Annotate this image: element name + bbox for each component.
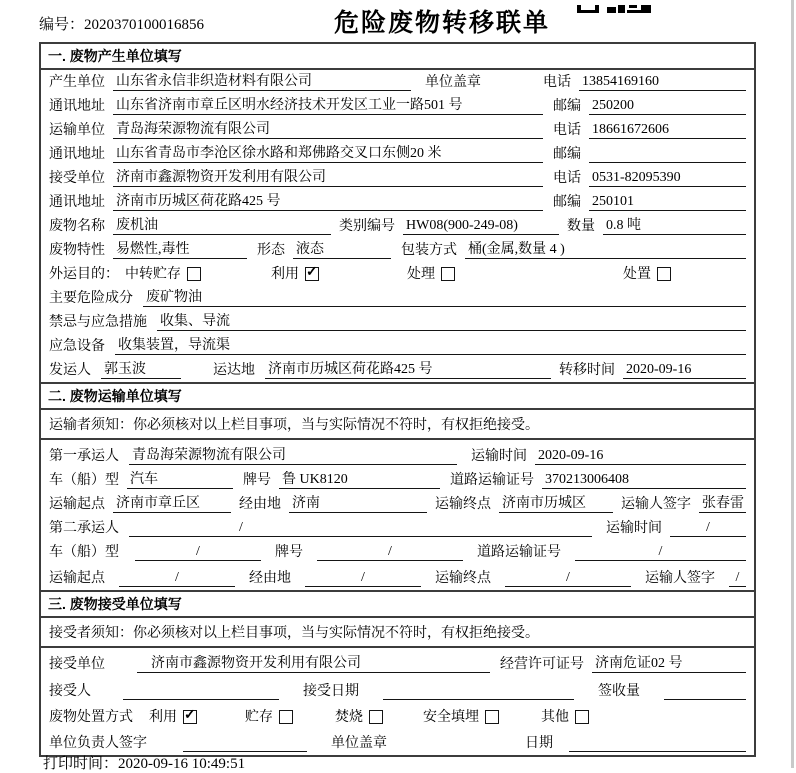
transporter-address-label: 通讯地址 xyxy=(49,147,105,162)
row-route2 xyxy=(41,564,754,590)
waste-name-value: 废机油 xyxy=(113,217,331,235)
receiver-address-value: 济南市历城区荷花路425 号 xyxy=(113,193,543,211)
receiver-zip-label: 邮编 xyxy=(553,195,581,210)
disposal-label: 废物处置方式 xyxy=(49,710,133,725)
shipper-dest-label: 运达地 xyxy=(213,363,255,378)
route1-start-label: 运输起点 xyxy=(49,497,105,512)
disposal-burn-checkbox xyxy=(369,710,383,724)
disposal-opt-landfill-label: 安全填埋 xyxy=(423,710,479,725)
seal-label: 单位盖章 xyxy=(425,75,481,90)
carrier2-time-value: / xyxy=(670,519,746,537)
carrier1-value: 青岛海荣源物流有限公司 xyxy=(129,447,457,465)
waste-packing-value: 桶(金属,数量 4 ) xyxy=(465,241,746,259)
doc-number-value: 2020370100016856 xyxy=(84,17,205,33)
producer-zip-label: 邮编 xyxy=(553,99,581,114)
equipment-label: 应急设备 xyxy=(49,339,105,354)
carrier2-value: / xyxy=(129,519,592,537)
disposal-opt-burn-label: 焚烧 xyxy=(335,710,363,725)
waste-props-value: 易燃性,毒性 xyxy=(113,241,247,259)
row-transporter-address xyxy=(41,142,754,166)
disposal-opt-other-label: 其他 xyxy=(541,710,569,725)
row-recipient xyxy=(41,676,754,703)
row-carrier1 xyxy=(41,440,754,468)
page-title: 危险废物转移联单 xyxy=(334,9,551,37)
unit-seal-label: 单位盖章 xyxy=(331,736,387,751)
receiver-phone-label: 电话 xyxy=(553,171,581,186)
transporter-value: 青岛海荣源物流有限公司 xyxy=(113,121,543,139)
purpose-opt-storage-label: 中转贮存 xyxy=(125,267,181,282)
vehicle1-permit-label: 道路运输证号 xyxy=(450,473,534,488)
section2-title: 二. 废物运输单位填写 xyxy=(41,382,754,410)
shipper-label: 发运人 xyxy=(49,363,91,378)
waste-form-label: 形态 xyxy=(257,243,285,258)
precautions-label: 禁忌与应急措施 xyxy=(49,315,147,330)
route1-end-value: 济南市历城区 xyxy=(499,495,613,513)
section3-title: 三. 废物接受单位填写 xyxy=(41,590,754,618)
equipment-value: 收集装置，导流渠 xyxy=(115,337,746,355)
row-waste-props xyxy=(41,238,754,262)
purpose-label: 外运目的： xyxy=(49,267,119,282)
row-receiver-address xyxy=(41,190,754,214)
shipper-value: 郭玉波 xyxy=(101,361,181,379)
sign-date-label: 日期 xyxy=(525,736,553,751)
print-time xyxy=(43,752,245,773)
sign-date-value xyxy=(569,751,746,752)
vehicle2-permit-label: 道路运输证号 xyxy=(477,545,561,560)
waste-packing-label: 包装方式 xyxy=(401,243,457,258)
transfer-form xyxy=(39,42,756,757)
row-vehicle1 xyxy=(41,468,754,492)
transporter-phone-value: 18661672606 xyxy=(589,121,746,139)
hazard-label: 主要危险成分 xyxy=(49,291,133,306)
purpose-use-checkbox xyxy=(305,267,319,281)
doc-number xyxy=(39,13,204,34)
vehicle2-label: 车（船）型 xyxy=(49,545,119,560)
waste-qty-value: 0.8 吨 xyxy=(603,217,746,235)
route2-sign-label: 运输人签字 xyxy=(645,571,715,586)
carrier1-label: 第一承运人 xyxy=(49,449,119,464)
carrier2-time-label: 运输时间 xyxy=(606,521,662,536)
accept-unit-value: 济南市鑫源物资开发利用有限公司 xyxy=(137,655,490,673)
transporter-zip-label: 邮编 xyxy=(553,147,581,162)
carrier1-time-value: 2020-09-16 xyxy=(535,447,746,465)
vehicle2-permit-value: / xyxy=(575,543,746,561)
disposal-opt-use-label: 利用 xyxy=(149,710,177,725)
producer-address-value: 山东省济南市章丘区明水经济技术开发区工业一路501 号 xyxy=(113,97,543,115)
recipient-value xyxy=(123,699,279,700)
row-precautions xyxy=(41,310,754,334)
producer-label: 产生单位 xyxy=(49,75,105,90)
disposal-opt-store-label: 贮存 xyxy=(245,710,273,725)
disposal-store-checkbox xyxy=(279,710,293,724)
producer-phone-value: 13854169160 xyxy=(579,73,746,91)
row-vehicle2 xyxy=(41,540,754,564)
accept-date-value xyxy=(383,699,574,700)
vehicle1-plate-value: 鲁 UK8120 xyxy=(279,471,440,489)
row-equipment xyxy=(41,334,754,358)
waste-code-label: 类别编号 xyxy=(339,219,395,234)
precautions-value: 收集、导流 xyxy=(157,313,746,331)
receiver-phone-value: 0531-82095390 xyxy=(589,169,746,187)
route2-via-value: / xyxy=(305,569,421,587)
transporter-label: 运输单位 xyxy=(49,123,105,138)
vehicle1-label: 车（船）型 xyxy=(49,473,119,488)
shipper-dest-value: 济南市历城区荷花路425 号 xyxy=(265,361,551,379)
route2-sign-value: / xyxy=(729,569,746,587)
route2-start-value: / xyxy=(119,569,235,587)
vehicle2-plate-value: / xyxy=(317,543,463,561)
route2-via-label: 经由地 xyxy=(249,571,291,586)
doc-number-label: 编号： xyxy=(39,17,85,33)
window-edge-divider xyxy=(791,0,794,768)
received-qty-value xyxy=(664,699,746,700)
route1-end-label: 运输终点 xyxy=(435,497,491,512)
producer-value: 山东省永信非织造材料有限公司 xyxy=(113,73,411,91)
route2-end-label: 运输终点 xyxy=(435,571,491,586)
receiver-value: 济南市鑫源物资开发利用有限公司 xyxy=(113,169,543,187)
row-disposal xyxy=(41,703,754,729)
row-transporter xyxy=(41,118,754,142)
purpose-opt-use-label: 利用 xyxy=(271,267,299,282)
waste-name-label: 废物名称 xyxy=(49,219,105,234)
disposal-landfill-checkbox xyxy=(485,710,499,724)
print-time-label: 打印时间： xyxy=(43,756,119,772)
waste-props-label: 废物特性 xyxy=(49,243,105,258)
section2-notice: 运输者须知：你必须核对以上栏目事项，当与实际情况不符时，有权拒绝接受。 xyxy=(41,410,754,440)
purpose-dispose-checkbox xyxy=(657,267,671,281)
transporter-zip-value xyxy=(589,162,746,163)
route1-start-value: 济南市章丘区 xyxy=(113,495,231,513)
route1-via-label: 经由地 xyxy=(239,497,281,512)
vehicle1-value: 汽车 xyxy=(127,471,233,489)
disposal-use-checkbox xyxy=(183,710,197,724)
disposal-other-checkbox xyxy=(575,710,589,724)
shipper-time-value: 2020-09-16 xyxy=(623,361,746,379)
vehicle2-plate-label: 牌号 xyxy=(275,545,303,560)
print-time-value: 2020-09-16 10:49:51 xyxy=(118,756,246,772)
license-value: 济南危证02 号 xyxy=(592,655,746,673)
row-accept-unit xyxy=(41,648,754,676)
section3-notice: 接受者须知：你必须核对以上栏目事项，当与实际情况不符时，有权拒绝接受。 xyxy=(41,618,754,648)
license-label: 经营许可证号 xyxy=(500,657,584,672)
waste-qty-label: 数量 xyxy=(567,219,595,234)
vehicle1-permit-value: 370213006408 xyxy=(542,471,746,489)
row-carrier2 xyxy=(41,516,754,540)
carrier2-label: 第二承运人 xyxy=(49,521,119,536)
recipient-label: 接受人 xyxy=(49,684,91,699)
receiver-zip-value: 250101 xyxy=(589,193,746,211)
transporter-phone-label: 电话 xyxy=(553,123,581,138)
route2-end-value: / xyxy=(505,569,631,587)
row-producer xyxy=(41,70,754,94)
purpose-treat-checkbox xyxy=(441,267,455,281)
row-waste-name xyxy=(41,214,754,238)
row-receiver xyxy=(41,166,754,190)
producer-phone-label: 电话 xyxy=(543,75,571,90)
waste-form-value: 液态 xyxy=(293,241,391,259)
purpose-opt-treat-label: 处理 xyxy=(407,267,435,282)
shipper-time-label: 转移时间 xyxy=(559,363,615,378)
carrier1-time-label: 运输时间 xyxy=(471,449,527,464)
qr-code-fragment-icon xyxy=(577,0,651,18)
transporter-address-value: 山东省青岛市李沧区徐水路和郑佛路交叉口东侧20 米 xyxy=(113,145,543,163)
row-producer-address xyxy=(41,94,754,118)
row-hazard xyxy=(41,286,754,310)
accept-unit-label: 接受单位 xyxy=(49,657,105,672)
receiver-label: 接受单位 xyxy=(49,171,105,186)
route2-start-label: 运输起点 xyxy=(49,571,105,586)
producer-address-label: 通讯地址 xyxy=(49,99,105,114)
section1-title: 一. 废物产生单位填写 xyxy=(41,44,754,70)
signature-label: 单位负责人签字 xyxy=(49,736,147,751)
purpose-opt-dispose-label: 处置 xyxy=(623,267,651,282)
receiver-address-label: 通讯地址 xyxy=(49,195,105,210)
route1-sign-label: 运输人签字 xyxy=(621,497,691,512)
row-purpose xyxy=(41,262,754,286)
row-route1 xyxy=(41,492,754,516)
waste-code-value: HW08(900-249-08) xyxy=(403,217,559,235)
vehicle1-plate-label: 牌号 xyxy=(243,473,271,488)
received-qty-label: 签收量 xyxy=(598,684,640,699)
hazard-value: 废矿物油 xyxy=(143,289,746,307)
route1-sign-value: 张春雷 xyxy=(699,495,746,513)
purpose-storage-checkbox xyxy=(187,267,201,281)
vehicle2-value: / xyxy=(135,543,261,561)
route1-via-value: 济南 xyxy=(289,495,427,513)
accept-date-label: 接受日期 xyxy=(303,684,359,699)
row-shipper xyxy=(41,358,754,382)
producer-zip-value: 250200 xyxy=(589,97,746,115)
